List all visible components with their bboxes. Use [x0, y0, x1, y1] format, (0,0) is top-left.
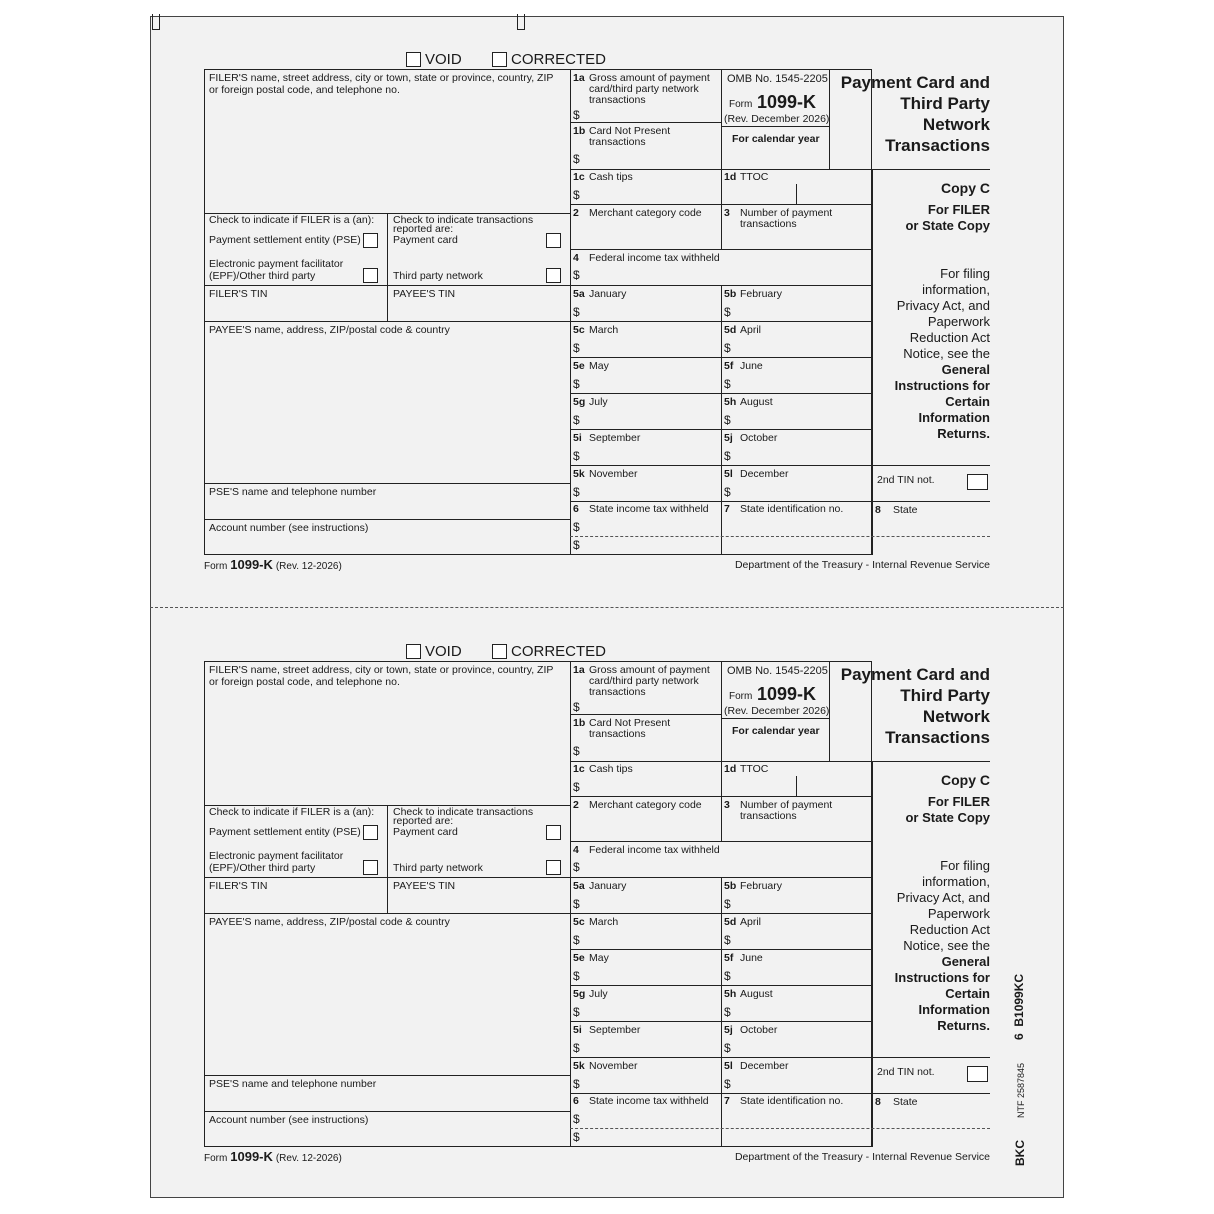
box-1d-label: TTOC — [740, 171, 769, 183]
box-1a-label: Gross amount of payment card/third party network transactions — [589, 664, 710, 698]
pse-name-label: PSE'S name and telephone number — [209, 1078, 377, 1090]
box-5b-label: February — [740, 880, 783, 892]
check-trans-label: Check to indicate transactions — [393, 806, 534, 818]
box-1b-label: Card Not Present transactions — [589, 717, 671, 740]
void-label: VOID — [425, 643, 462, 660]
margin-ntf: NTF 2587845 — [1016, 1062, 1026, 1118]
box-5k-num: 5k — [573, 468, 585, 480]
payment-card-checkbox[interactable] — [546, 825, 561, 840]
corrected-label: CORRECTED — [511, 51, 607, 68]
check-trans-label: Check to indicate transactions — [393, 214, 534, 226]
box-5g-label: July — [589, 396, 608, 408]
margin-code: 6 B1099KC — [1012, 973, 1026, 1040]
box-5g-label: July — [589, 988, 608, 1000]
dollar-sign: $ — [724, 1005, 731, 1019]
box-5i-num: 5i — [573, 432, 582, 444]
box-3-label: Number of payment transactions — [740, 799, 833, 822]
box-1d-label: TTOC — [740, 763, 769, 775]
dollar-sign: $ — [573, 933, 580, 947]
side-instructions: For filing information, Privacy Act, and Paperwork Reduction Act Notice, see the General Instructions for Certain Information Returns. — [894, 266, 990, 441]
second-tin-checkbox[interactable] — [967, 1066, 988, 1082]
margin-bkc: BKC — [1013, 1140, 1027, 1166]
omb-number: OMB No. 1545-2205 — [727, 73, 828, 85]
box-5i-label: September — [589, 432, 641, 444]
box-5l-label: December — [740, 1060, 789, 1072]
payee-name-label: PAYEE'S name, address, ZIP/postal code & country — [209, 324, 450, 336]
box-2-label: Merchant category code — [589, 799, 702, 811]
form-1099k-top: VOID CORRECTED FILER'S name, street address, city or town, state or province, country, ZIP or foreign postal code, and telephone no. OMB No. 1545-2205 Form 1099-K (Rev. December 2026) For calendar year Payment Card and Third Party Network Transactions 1a Gross amount of payment card/third party network transactions $ 1b Card Not Present transactions $ 1c Cash tips $ 1d TTOC 2 Merchant category code 3 Number of payment transactions 4 Federal income tax withheld $ Copy C For FILER or State Copy For filing information, Privacy Act, and Paperwork Reduction Act Notice, see the General Instructions for Certain Information Returns. Check to indicate if FILER is a (an): Payment settlement entity (PSE) Electronic payment facilitator (EPF)/Other third party Check to indicate transactions reported are: Payment card Third party network FILER'S TIN PAYEE'S TIN PAYEE'S name, address, ZIP/postal code & country PSE'S name and telephone number Account number (see instructions) 5a January $ 5b February $ 5c March $ 5d April $ 5e May $ 5f June $ 5g July $ 5h August $ 5i September $ 5j October $ 5k November $ 5l December $ 2nd TIN not. 6 State income tax withheld $ $ 7 State identification no. 8 State Form 1099-K (Rev. 12-2026) Department of the Treasury - Internal Revenue Service — [204, 51, 990, 572]
dollar-sign: $ — [724, 897, 731, 911]
payee-tin-label: PAYEE'S TIN — [393, 880, 456, 892]
footer-department: Department of the Treasury - Internal Revenue Service — [734, 1151, 990, 1163]
dollar-sign: $ — [573, 449, 580, 463]
dollar-sign: $ — [573, 1077, 580, 1091]
box-5e-num: 5e — [573, 360, 585, 372]
copy-c: Copy C — [941, 772, 990, 788]
pse-checkbox[interactable] — [363, 825, 378, 840]
dollar-sign: $ — [573, 377, 580, 391]
box-5b-label: February — [740, 288, 783, 300]
corrected-label: CORRECTED — [511, 643, 607, 660]
box-5k-num: 5k — [573, 1060, 585, 1072]
dollar-sign: $ — [724, 449, 731, 463]
filer-name-label: FILER'S name, street address, city or town, state or province, country, ZIP — [209, 664, 554, 676]
box-6-label: State income tax withheld — [589, 1095, 709, 1107]
box-5b-num: 5b — [724, 288, 737, 300]
omb-number: OMB No. 1545-2205 — [727, 665, 828, 677]
account-number-label: Account number (see instructions) — [209, 1114, 369, 1126]
form-title: Payment Card and Third Party Network Transactions — [840, 73, 990, 155]
void-checkbox[interactable] — [406, 52, 421, 67]
footer-department: Department of the Treasury - Internal Revenue Service — [734, 559, 990, 571]
box-5e-num: 5e — [573, 952, 585, 964]
box-5d-num: 5d — [724, 916, 737, 928]
epf-checkbox[interactable] — [363, 268, 378, 283]
third-party-network-checkbox[interactable] — [546, 268, 561, 283]
dollar-sign: $ — [573, 1005, 580, 1019]
payee-name-label: PAYEE'S name, address, ZIP/postal code & country — [209, 916, 450, 928]
footer-form: Form 1099-K (Rev. 12-2026) — [204, 1149, 342, 1164]
dollar-sign: $ — [724, 305, 731, 319]
dollar-sign: $ — [724, 341, 731, 355]
box-5e-label: May — [589, 952, 609, 964]
filer-tin-label: FILER'S TIN — [209, 880, 268, 892]
dollar-sign: $ — [573, 341, 580, 355]
dollar-sign: $ — [573, 305, 580, 319]
dollar-sign: $ — [724, 377, 731, 391]
box-5l-num: 5l — [724, 468, 733, 480]
box-5f-label: June — [740, 360, 763, 372]
filer-tin-label: FILER'S TIN — [209, 288, 268, 300]
box-1c-label: Cash tips — [589, 171, 633, 183]
void-checkbox[interactable] — [406, 644, 421, 659]
box-5f-num: 5f — [724, 360, 734, 372]
box-5j-label: October — [740, 1024, 778, 1036]
box-5a-num: 5a — [573, 288, 585, 300]
box-5c-num: 5c — [573, 324, 585, 336]
box-5g-num: 5g — [573, 396, 586, 408]
box-5f-num: 5f — [724, 952, 734, 964]
second-tin-checkbox[interactable] — [967, 474, 988, 490]
box-5a-num: 5a — [573, 880, 585, 892]
form-number: 1099-K — [757, 684, 817, 704]
box-5i-num: 5i — [573, 1024, 582, 1036]
third-party-network-checkbox[interactable] — [546, 860, 561, 875]
corrected-checkbox[interactable] — [492, 52, 507, 67]
box-5d-label: April — [740, 324, 762, 336]
pse-checkbox[interactable] — [363, 233, 378, 248]
box-5i-label: September — [589, 1024, 641, 1036]
box-5h-num: 5h — [724, 396, 737, 408]
dollar-sign: $ — [573, 1041, 580, 1055]
box-6-label: State income tax withheld — [589, 503, 709, 515]
box-1b-label: Card Not Present transactions — [589, 125, 671, 148]
copy-c: Copy C — [941, 180, 990, 196]
box-5b-num: 5b — [724, 880, 737, 892]
box-4-label: Federal income tax withheld — [589, 252, 720, 264]
dollar-sign: $ — [724, 969, 731, 983]
dollar-sign: $ — [724, 485, 731, 499]
form-title: Payment Card and Third Party Network Transactions — [840, 665, 990, 747]
dollar-sign: $ — [573, 969, 580, 983]
box-7-label: State identification no. — [740, 503, 844, 515]
box-5j-num: 5j — [724, 432, 733, 444]
revision: (Rev. December 2026) — [724, 113, 830, 125]
box-5g-num: 5g — [573, 988, 586, 1000]
dollar-sign: $ — [724, 933, 731, 947]
box-5l-num: 5l — [724, 1060, 733, 1072]
box-5c-num: 5c — [573, 916, 585, 928]
box-5d-label: April — [740, 916, 762, 928]
box-5h-label: August — [740, 396, 773, 408]
dollar-sign: $ — [573, 897, 580, 911]
void-label: VOID — [425, 51, 462, 68]
box-5h-label: August — [740, 988, 773, 1000]
box-5h-num: 5h — [724, 988, 737, 1000]
check-filer-label: Check to indicate if FILER is a (an): — [209, 214, 375, 226]
dollar-sign: $ — [573, 413, 580, 427]
box-5k-label: November — [589, 1060, 638, 1072]
dollar-sign: $ — [724, 1041, 731, 1055]
box-8-label: State — [893, 504, 918, 516]
box-5a-label: January — [589, 288, 627, 300]
corrected-checkbox[interactable] — [492, 644, 507, 659]
box-8-label: State — [893, 1096, 918, 1108]
calendar-year: For calendar year — [732, 725, 820, 737]
box-5d-num: 5d — [724, 324, 737, 336]
box-5a-label: January — [589, 880, 627, 892]
payee-tin-label: PAYEE'S TIN — [393, 288, 456, 300]
pse-name-label: PSE'S name and telephone number — [209, 486, 377, 498]
calendar-year: For calendar year — [732, 133, 820, 145]
check-filer-label: Check to indicate if FILER is a (an): — [209, 806, 375, 818]
payment-card-checkbox[interactable] — [546, 233, 561, 248]
dollar-sign: $ — [573, 485, 580, 499]
box-5l-label: December — [740, 468, 789, 480]
epf-checkbox[interactable] — [363, 860, 378, 875]
form-1099k-bottom: VOID CORRECTED FILER'S name, street address, city or town, state or province, country, ZIP or foreign postal code, and telephone no. OMB No. 1545-2205 Form 1099-K (Rev. December 2026) For calendar year Payment Card and Third Party Network Transactions 1a Gross amount of payment card/third party network transactions $ 1b Card Not Present transactions $ 1c Cash tips $ 1d TTOC 2 Merchant category code 3 Number of payment transactions 4 Federal income tax withheld $ Copy C For FILER or State Copy For filing information, Privacy Act, and Paperwork Reduction Act Notice, see the General Instructions for Certain Information Returns. Check to indicate if FILER is a (an): Payment settlement entity (PSE) Electronic payment facilitator (EPF)/Other third party Check to indicate transactions reported are: Payment card Third party network FILER'S TIN PAYEE'S TIN PAYEE'S name, address, ZIP/postal code & country PSE'S name and telephone number Account number (see instructions) 5a January $ 5b February $ 5c March $ 5d April $ 5e May $ 5f June $ 5g July $ 5h August $ 5i September $ 5j October $ 5k November $ 5l December $ 2nd TIN not. 6 State income tax withheld $ $ 7 State identification no. 8 State Form 1099-K (Rev. 12-2026) Department of the Treasury - Internal Revenue Service — [204, 643, 990, 1164]
form-number: 1099-K — [757, 92, 817, 112]
dollar-sign: $ — [724, 413, 731, 427]
revision: (Rev. December 2026) — [724, 705, 830, 717]
box-4-label: Federal income tax withheld — [589, 844, 720, 856]
box-5f-label: June — [740, 952, 763, 964]
box-5c-label: March — [589, 916, 619, 928]
dollar-sign: $ — [724, 1077, 731, 1091]
side-instructions: For filing information, Privacy Act, and Paperwork Reduction Act Notice, see the General Instructions for Certain Information Returns. — [894, 858, 990, 1033]
box-3-label: Number of payment transactions — [740, 207, 833, 230]
footer-form: Form 1099-K (Rev. 12-2026) — [204, 557, 342, 572]
box-5j-label: October — [740, 432, 778, 444]
box-5j-num: 5j — [724, 1024, 733, 1036]
box-5c-label: March — [589, 324, 619, 336]
box-5k-label: November — [589, 468, 638, 480]
account-number-label: Account number (see instructions) — [209, 522, 369, 534]
box-7-label: State identification no. — [740, 1095, 844, 1107]
box-2-label: Merchant category code — [589, 207, 702, 219]
box-1c-label: Cash tips — [589, 763, 633, 775]
filer-name-label: FILER'S name, street address, city or town, state or province, country, ZIP — [209, 72, 554, 84]
box-1a-label: Gross amount of payment card/third party network transactions — [589, 72, 710, 106]
second-tin-label: 2nd TIN not. — [877, 1066, 935, 1078]
box-5e-label: May — [589, 360, 609, 372]
second-tin-label: 2nd TIN not. — [877, 474, 935, 486]
